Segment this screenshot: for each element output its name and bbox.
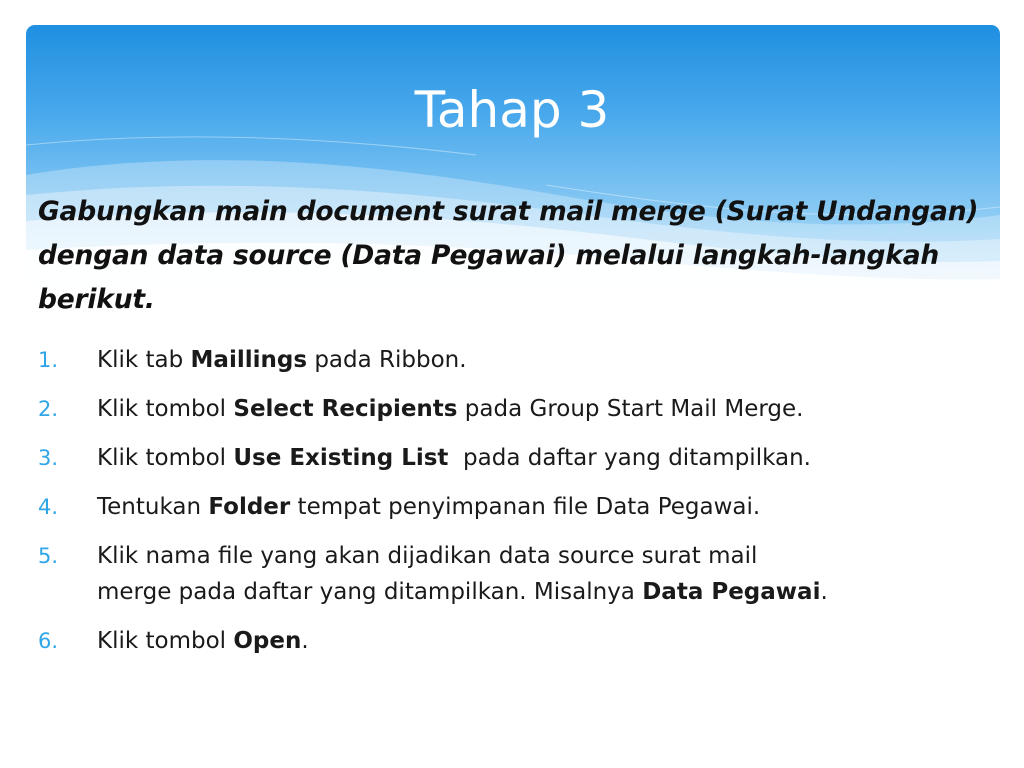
step-text: tempat penyimpanan file Data Pegawai. [290, 494, 761, 520]
step-text: merge pada daftar yang ditampilkan. Misalnya [97, 579, 643, 605]
list-item [38, 440, 998, 476]
step-number: 3. [38, 446, 59, 470]
step-text: Klik tombol [97, 628, 234, 654]
step-keyword: Maillings [190, 347, 308, 373]
list-item [38, 342, 998, 378]
step-text: pada daftar yang ditampilkan. [448, 445, 811, 471]
step-text: pada Group Start Mail Merge. [457, 396, 804, 422]
step-keyword: Select Recipients [233, 396, 458, 422]
list-item [38, 623, 998, 659]
list-item [38, 489, 998, 525]
step-text: . [820, 579, 828, 605]
step-number: 5. [38, 544, 59, 568]
step-keyword: Data Pegawai [642, 579, 821, 605]
step-text: Klik tombol [97, 396, 234, 422]
step-keyword: Open [233, 628, 302, 654]
step-number: 6. [38, 629, 59, 653]
step-text: Tentukan [97, 494, 209, 520]
step-text: Klik nama file yang akan dijadikan data source surat mail [97, 543, 758, 569]
list-item [38, 538, 998, 610]
slide-title: Tahap 3 [414, 81, 610, 139]
step-number: 4. [38, 495, 59, 519]
step-text: . [301, 628, 309, 654]
step-text-line2 [97, 574, 998, 610]
intro-paragraph: Gabungkan main document surat mail merge (Surat Undangan) dengan data source (Data Pegawai) melalui langkah-langkah berikut. [38, 196, 979, 315]
step-number: 2. [38, 397, 59, 421]
step-text: Klik tab [97, 347, 191, 373]
step-number: 1. [38, 348, 59, 372]
step-keyword: Use Existing List [233, 445, 449, 471]
step-text: Klik tombol [97, 445, 234, 471]
steps-list [38, 342, 998, 672]
step-text: pada Ribbon. [307, 347, 467, 373]
step-keyword: Folder [208, 494, 291, 520]
list-item [38, 391, 998, 427]
